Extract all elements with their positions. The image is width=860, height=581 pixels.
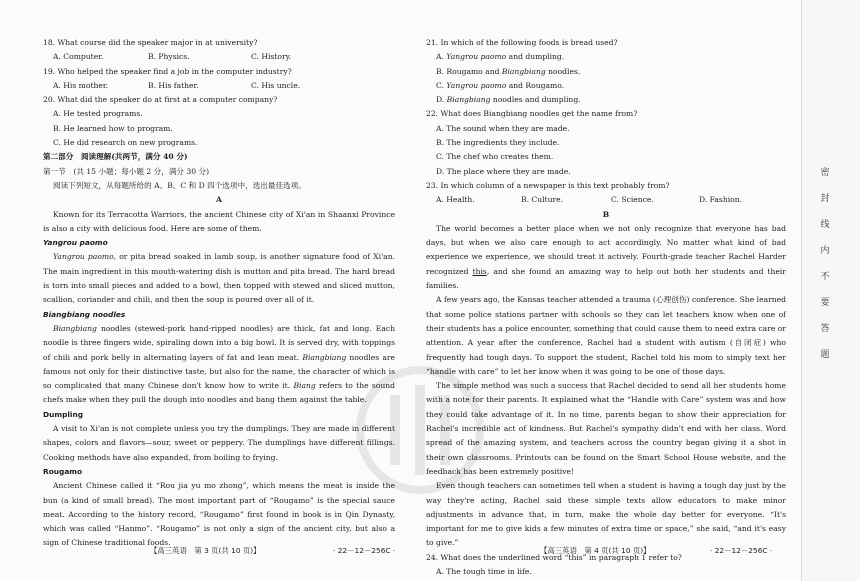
text-line: 21. In which of the following foods is bread used?: [426, 38, 618, 47]
seal-line-notice: [818, 160, 832, 368]
text-line: A. The tough time in life.: [436, 566, 532, 576]
answer-option: A. Computer.: [53, 52, 104, 62]
answer-option: C. History.: [251, 52, 292, 62]
text-line: A. He tested programs.: [53, 109, 143, 119]
text-line: C. Yangrou paomo and Rougamo.: [436, 80, 565, 90]
section-heading: Rougamo: [43, 466, 83, 476]
binding-char: 密: [820, 168, 830, 178]
footer-code: · 22－12－256C ·: [333, 546, 396, 555]
text-line: 18. What course did the speaker major in at university?: [43, 38, 258, 47]
passage-label: A: [216, 195, 222, 205]
text-line: 阅读下列短文，从每题所给的 A、B、C 和 D 四个选项中，选出最佳选项。: [53, 180, 306, 190]
binding-char: 内: [820, 246, 830, 256]
paragraph: Even though teachers can sometimes tell when a student is having a tough day just by the way they're acting, Rachel said these simple texts allow educators to make minor adjustments in advance that, in turn, make the whole day better for everyone. “It's important for me to give kids a few minutes of extra time or space,” she said, “and it's easy to give.”: [426, 481, 786, 548]
right-page: [410, 0, 800, 581]
passage-label: B: [602, 209, 610, 219]
answer-option: C. Science.: [611, 195, 654, 205]
section-heading: Dumpling: [43, 409, 84, 419]
answer-option: B. His father.: [148, 80, 199, 90]
text-line: C. He did research on new programs.: [53, 138, 198, 148]
answer-option: A. His mother.: [53, 80, 109, 90]
answer-option: B. Culture.: [521, 195, 564, 205]
text-line: B. Rougamo and Biangbiang noodles.: [436, 66, 581, 76]
paragraph: Ancient Chinese called it “Rou jia yu mo zhong”, which means the meat is inside the bun (a kind of small bread). The most important part of “Rougamo” is the special sauce meat. According to the history record, “Rougamo” first found in book is in Qin Dynasty, which was called “Hanmo”. “Rougamo” is not only a sign of the ancient city, but also a sign of Chinese traditional foods.: [43, 481, 395, 548]
paragraph: Known for its Terracotta Warriors, the ancient Chinese city of Xi'an in Shaanxi Province is also a city with delicious food. Here are some of them.: [43, 209, 395, 233]
paragraph: The simple method was such a success that Rachel decided to send all her students home with a note for their parents. It explained what the “Handle with Care” system was and how they could take advantage of it. In no time, parents began to show their appreciation for Rachel's incredible act of kindness. But Rachel's sympathy didn't end with her class. Word spread of the amazing system, and teachers across the country began giving it a shot in their own classrooms. Printouts can be found on the Smart School House website, and the feedback has been extremely positive!: [426, 381, 786, 476]
answer-option: D. Fashion.: [699, 195, 743, 205]
text-line: 22. What does Biangbiang noodles get the name from?: [426, 109, 638, 119]
text-line: A. The sound when they are made.: [436, 123, 570, 133]
footer-page-label: 【高三英语 第 3 页(共 10 页)】: [150, 546, 261, 555]
binding-char: 答: [820, 324, 830, 334]
binding-char: 封: [820, 194, 830, 204]
answer-option: B. Physics.: [148, 52, 190, 62]
text-line: 24. What does the underlined word “this” in paragraph 1 refer to?: [426, 552, 682, 562]
text-line: C. The chef who creates them.: [436, 152, 554, 162]
binding-margin: [801, 0, 860, 581]
paragraph: Yangrou paomo, or pita bread soaked in lamb soup, is another signature food of Xi'an. The main ingredient in this mouth-watering dish is mutton and pita bread. The hard bread is torn into small pieces and added to a bowl, then topped with stewed and sliced mutton, scallion, coriander and chili, and then the soup is poured over all of it.: [43, 252, 395, 305]
answer-option: A. Health.: [436, 195, 475, 205]
paragraph: Biangbiang noodles (stewed-pork hand-ripped noodles) are thick, fat and long. Each noodle is three fingers wide, spiraling down into a big bowl. It is served dry, with toppings of chili and pork belly in alternating layers of fat and lean meat. Biangbiang noodles are famous not only for their distinctive taste, but also for the name, the character of which is so complicated that many Chinese don't know how to write it. Biang refers to the sound chefs make when they pull the dough into noodles and bang them against the table.: [43, 323, 395, 405]
right-column: [426, 36, 786, 579]
text-line: 第二部分 阅读理解(共两节，满分 40 分): [43, 152, 188, 162]
answer-options: [43, 79, 395, 93]
text-line: B. He learned how to program.: [53, 123, 173, 133]
text-line: A. Yangrou paomo and dumpling.: [436, 52, 565, 62]
left-page: [0, 0, 410, 581]
paragraph: A few years ago, the Kansas teacher attended a trauma (心理创伤) conference. She learned that some police stations partner with schools so they can let teachers know when one of their students has a police encounter, something that could cause them to need extra care or attention. A year after the conference, Rachel had a student with autism (自闭症) who frequently had tough days. To support the student, Rachel told his mom to simply text her “handle with care” to let her know when it was going to be one of those days.: [426, 295, 786, 376]
answer-options: [426, 193, 786, 207]
paragraph: The world becomes a better place when we not only recognize that everyone has bad days, but when we also care enough to act accordingly. No matter what kind of bad experience we experience, we should treat it actively. Fourth-grade teacher Rachel Harder recognized this, and she found an amazing way to help out both her students and their families.: [426, 223, 786, 291]
text-line: 第一节 (共 15 小题；每小题 2 分，满分 30 分): [43, 166, 210, 176]
text-line: 20. What did the speaker do at first at a computer company?: [43, 95, 278, 105]
text-line: B. The ingredients they include.: [436, 138, 560, 148]
binding-char: 题: [820, 350, 830, 360]
answer-option: C. His uncle.: [251, 80, 301, 90]
text-line: 19. Who helped the speaker find a job in the computer industry?: [43, 66, 292, 76]
binding-char: 线: [820, 220, 830, 230]
section-heading: Biangbiang noodles: [43, 309, 126, 319]
text-line: D. The place where they are made.: [436, 166, 571, 176]
footer-page-label: 【高三英语 第 4 页(共 10 页)】: [540, 546, 651, 555]
text-line: 23. In which column of a newspaper is this text probably from?: [426, 180, 670, 190]
paragraph: A visit to Xi'an is not complete unless you try the dumplings. They are made in different shapes, colors and flavors—sour, sweet or peppery. The dumplings have different fillings. Cooking methods have also expanded, from boiling to frying.: [43, 424, 395, 462]
binding-char: 要: [820, 298, 830, 308]
text-line: D. Biangbiang noodles and dumpling.: [436, 95, 581, 105]
binding-char: 不: [820, 272, 830, 282]
footer-code: · 22－12－256C ·: [710, 546, 773, 555]
left-column: [43, 36, 395, 551]
answer-options: [43, 50, 395, 64]
section-heading: Yangrou paomo: [43, 238, 108, 248]
